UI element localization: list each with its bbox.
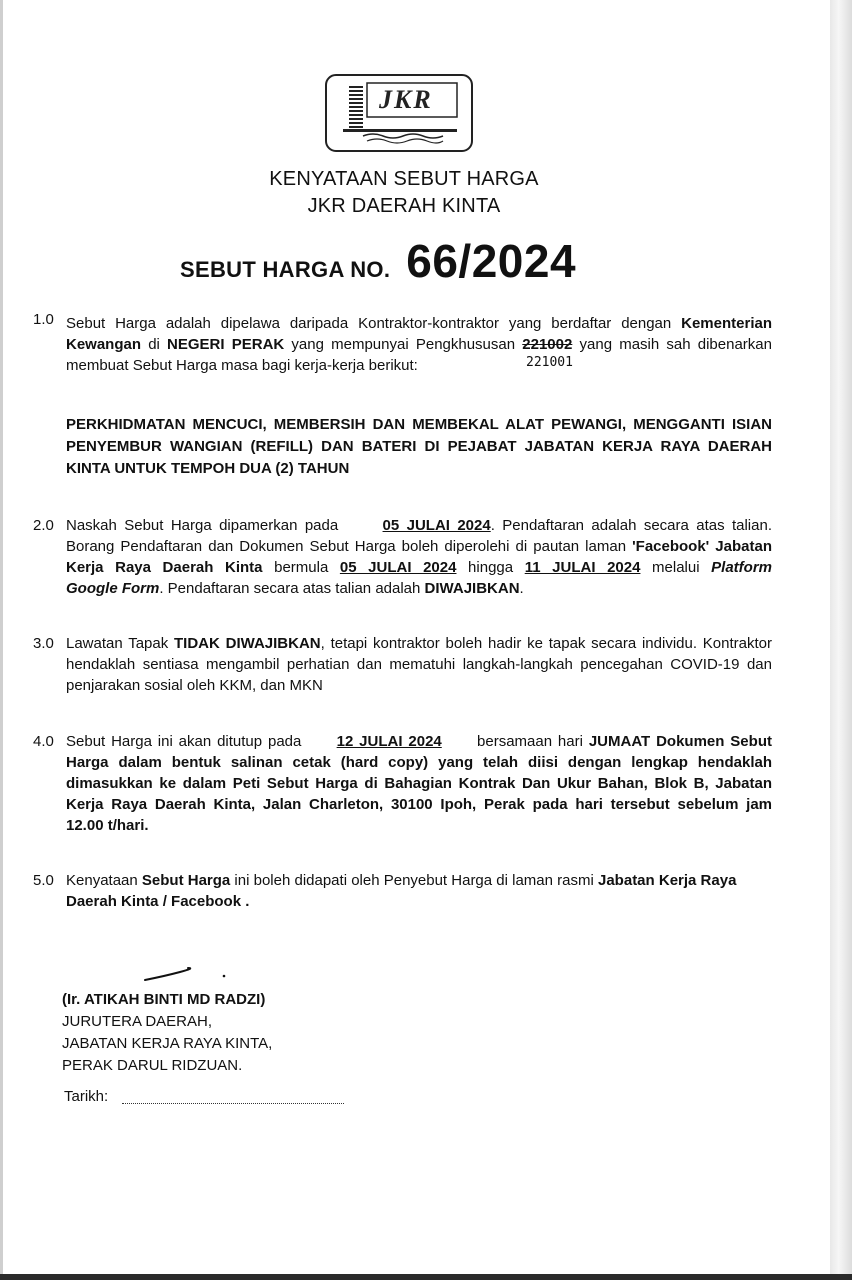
department-title: JKR DAERAH KINTA [307, 195, 501, 217]
section-5-text: Kenyataan Sebut Harga ini boleh didapati oleh Penyebut Harga di laman rasmi Jabatan Kerja Raya Daerah Kinta / Facebook . [66, 872, 737, 910]
jkr-logo [323, 72, 475, 154]
svg-text:JKR: JKR [379, 85, 433, 114]
quotation-label: SEBUT HARGA NO. [180, 257, 391, 282]
quotation-number: 66/2024 [406, 235, 577, 287]
struck-code: 221002 [522, 336, 573, 353]
work-title: PERKHIDMATAN MENCUCI, MEMBERSIH DAN MEMBEKAL ALAT PEWANGI, MENGGANTI ISIAN PENYEMBUR WANGIAN (REFILL) DAN BATERI DI PEJABAT JABATAN KERJA RAYA DAERAH KINTA UNTUK TEMPOH DUA (2) TAHUN [66, 416, 772, 477]
page-edge-bottom [0, 1274, 852, 1280]
quotation-number-heading [180, 234, 576, 288]
handwritten-code: 221001 [526, 355, 573, 370]
signatory-block [62, 989, 272, 1077]
section-number: 3.0 [33, 635, 54, 652]
section-3-text: Lawatan Tapak TIDAK DIWAJIBKAN, tetapi kontraktor boleh hadir ke tapak secara individu. Kontraktor hendaklah sentiasa mengambil perhatian dan mematuhi langkah-langkah pencegahan COVID-19 dan penjarakan sosial oleh KKM, dan MKN [66, 635, 772, 694]
signatory-name: (Ir. ATIKAH BINTI MD RADZI) [62, 991, 266, 1008]
signatory-department: JABATAN KERJA RAYA KINTA, [62, 1035, 273, 1052]
signatory-title: JURUTERA DAERAH, [62, 1013, 213, 1030]
notice-title: KENYATAAN SEBUT HARGA [269, 168, 539, 190]
signature-mark [140, 960, 240, 990]
signatory-location: PERAK DARUL RIDZUAN. [62, 1057, 243, 1074]
date-blank-line [122, 1102, 344, 1104]
page-edge-right [830, 0, 852, 1280]
section-number: 1.0 [33, 311, 54, 328]
section-4-text: Sebut Harga ini akan ditutup pada 12 JULAI 2024 bersamaan hari JUMAAT Dokumen Sebut Harga dalam bentuk salinan cetak (hard copy) yang telah diisi dengan lengkap hendaklah dimasukkan ke dalam Peti Sebut Harga di Bahagian Kontrak Dan Ukur Bahan, Blok B, Jabatan Kerja Raya Daerah Kinta, Jalan Charleton, 30100 Ipoh, Perak pada hari tersebut sebelum jam 12.00 t/hari. [66, 733, 772, 834]
section-1-text: Sebut Harga adalah dipelawa daripada Kontraktor-kontraktor yang berdaftar dengan Kementerian Kewangan di NEGERI PERAK yang mempunyai Pengkhususan 221002 yang masih sah dibenarkan membuat Sebut Harga masa bagi kerja-kerja berikut: [66, 315, 772, 374]
section-number: 4.0 [33, 733, 54, 750]
page-edge-left [0, 0, 3, 1280]
section-number: 5.0 [33, 872, 54, 889]
section-2-text: Naskah Sebut Harga dipamerkan pada 05 JULAI 2024. Pendaftaran adalah secara atas talian. Borang Pendaftaran dan Dokumen Sebut Harga boleh diperolehi di pautan laman 'Facebook' Jabatan Kerja Raya Daerah Kinta bermula 05 JULAI 2024 hingga 11 JULAI 2024 melalui Platform Google Form. Pendaftaran secara atas talian adalah DIWAJIBKAN. [66, 517, 772, 597]
date-label: Tarikh: [64, 1088, 109, 1105]
section-number: 2.0 [33, 517, 54, 534]
